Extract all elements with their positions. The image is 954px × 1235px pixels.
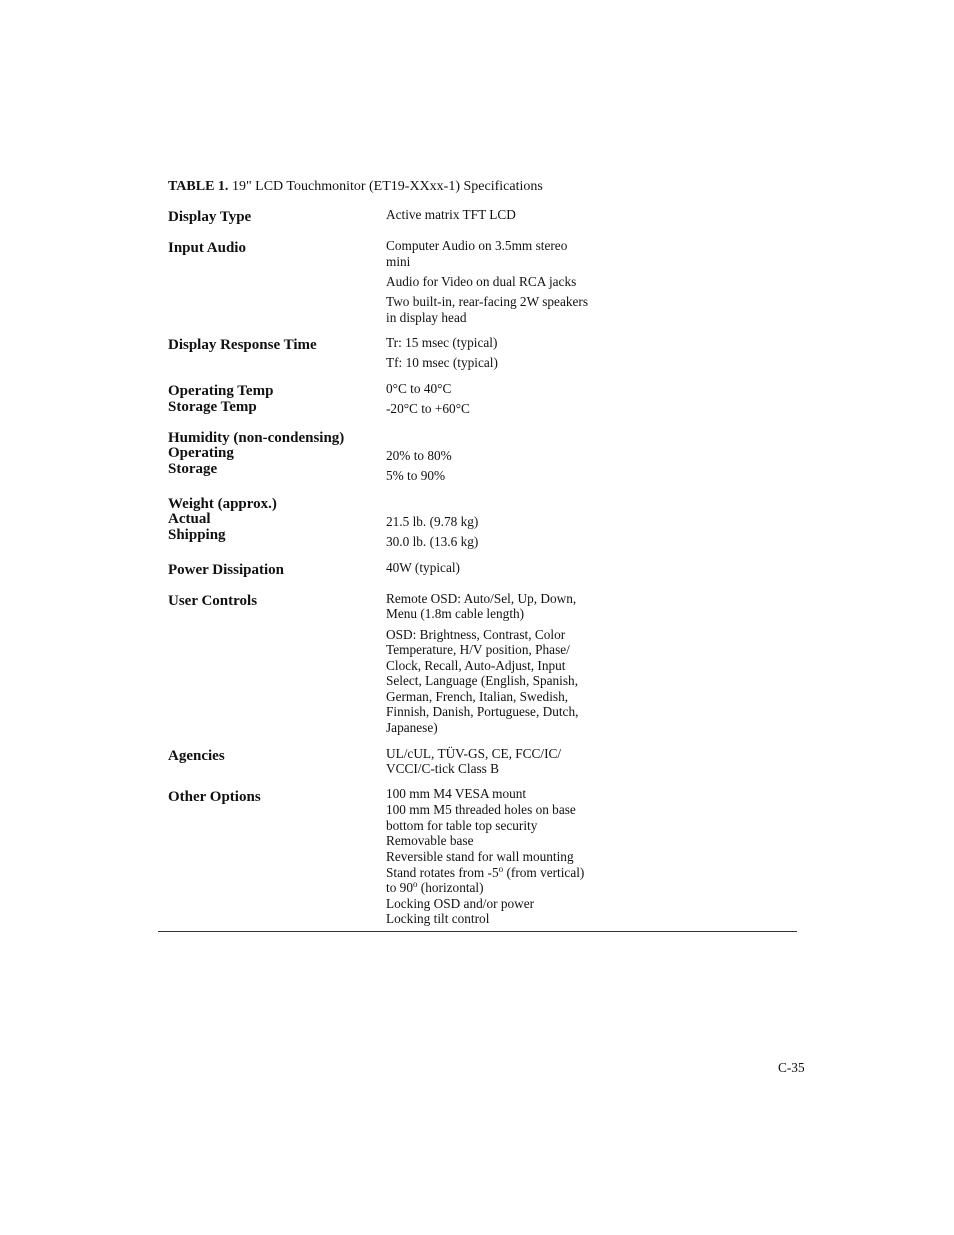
other-options-line-9: Locking tilt control (386, 911, 490, 926)
user-controls-remote-2: Menu (1.8m cable length) (386, 606, 525, 621)
other-options-line-6-pre: Stand rotates from -5 (386, 865, 499, 880)
user-controls-osd-6: Finnish, Danish, Portuguese, Dutch, (386, 704, 579, 719)
other-options-line-7 (386, 880, 484, 896)
other-options-line-5: Reversible stand for wall mounting (386, 849, 574, 864)
storage-temp-value: -20°C to +60°C (386, 401, 470, 416)
power-dissipation-label: Power Dissipation (168, 562, 284, 578)
operating-temp-label: Operating Temp (168, 383, 274, 399)
weight-shipping-label: Shipping (168, 527, 226, 543)
other-options-line-1: 100 mm M4 VESA mount (386, 786, 527, 801)
agencies-value-2: VCCI/C-tick Class B (386, 761, 500, 776)
user-controls-osd-7: Japanese) (386, 720, 438, 735)
display-type-value: Active matrix TFT LCD (386, 207, 516, 222)
response-time-label: Display Response Time (168, 337, 317, 353)
operating-temp-value: 0°C to 40°C (386, 381, 452, 396)
degree-superscript: o (412, 879, 418, 889)
other-options-line-7-pre: to 90 (386, 880, 413, 895)
weight-actual-label: Actual (168, 511, 211, 527)
user-controls-osd-4: Select, Language (English, Spanish, (386, 673, 579, 688)
response-time-tr: Tr: 15 msec (typical) (386, 335, 498, 350)
other-options-line-2: 100 mm M5 threaded holes on base (386, 802, 576, 817)
weight-label: Weight (approx.) (168, 496, 277, 512)
other-options-line-7-post: (horizontal) (417, 880, 484, 895)
input-audio-value-2: Audio for Video on dual RCA jacks (386, 274, 577, 289)
other-options-line-4: Removable base (386, 833, 474, 848)
table-bottom-rule (158, 931, 797, 932)
agencies-label: Agencies (168, 748, 225, 764)
other-options-line-3: bottom for table top security (386, 818, 538, 833)
page-number: C-35 (778, 1060, 805, 1075)
weight-actual-value: 21.5 lb. (9.78 kg) (386, 514, 479, 529)
input-audio-value-3a: Two built-in, rear-facing 2W speakers (386, 294, 588, 309)
degree-superscript: o (498, 864, 504, 874)
input-audio-value-1b: mini (386, 254, 411, 269)
table-caption-label: TABLE 1. (168, 179, 229, 194)
humidity-operating-label: Operating (168, 445, 234, 461)
user-controls-label: User Controls (168, 593, 258, 609)
other-options-label: Other Options (168, 789, 261, 805)
response-time-tf: Tf: 10 msec (typical) (386, 355, 498, 370)
user-controls-remote-1: Remote OSD: Auto/Sel, Up, Down, (386, 591, 577, 606)
user-controls-osd-2: Temperature, H/V position, Phase/ (386, 642, 570, 657)
power-dissipation-value: 40W (typical) (386, 560, 460, 575)
table-caption-title: 19" LCD Touchmonitor (ET19-XXxx-1) Specifications (231, 179, 543, 194)
humidity-operating-value: 20% to 80% (386, 448, 452, 463)
humidity-storage-label: Storage (168, 461, 218, 477)
display-type-label: Display Type (168, 209, 252, 225)
input-audio-label: Input Audio (168, 240, 246, 256)
user-controls-osd-1: OSD: Brightness, Contrast, Color (386, 627, 566, 642)
weight-shipping-value: 30.0 lb. (13.6 kg) (386, 534, 479, 549)
user-controls-osd-3: Clock, Recall, Auto-Adjust, Input (386, 658, 566, 673)
storage-temp-label: Storage Temp (168, 399, 257, 415)
table-caption (168, 179, 543, 195)
other-options-line-6-post: (from vertical) (503, 865, 585, 880)
input-audio-value-1a: Computer Audio on 3.5mm stereo (386, 238, 568, 253)
humidity-storage-value: 5% to 90% (386, 468, 446, 483)
agencies-value-1: UL/cUL, TÜV-GS, CE, FCC/IC/ (386, 746, 562, 761)
humidity-label: Humidity (non-condensing) (168, 430, 345, 446)
input-audio-value-3b: in display head (386, 310, 467, 325)
other-options-line-8: Locking OSD and/or power (386, 896, 535, 911)
user-controls-osd-5: German, French, Italian, Swedish, (386, 689, 569, 704)
